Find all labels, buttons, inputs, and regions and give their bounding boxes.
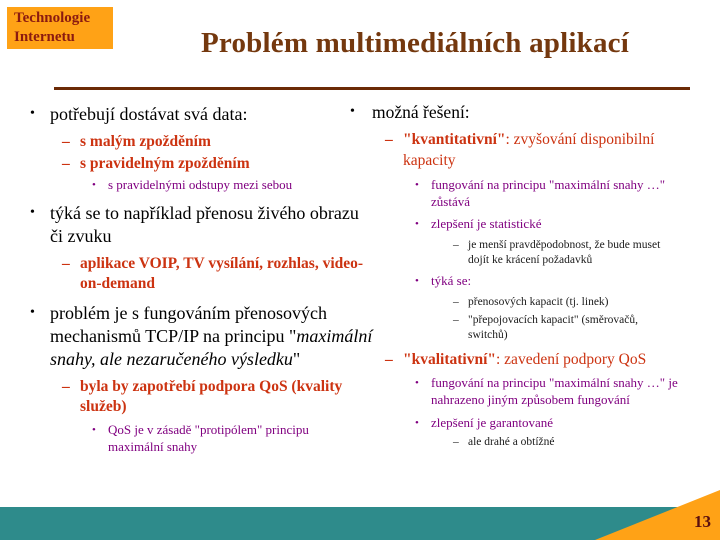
- list-item-text: fungování na principu "maximální snahy …" zůstává: [431, 176, 666, 209]
- list-item: [345, 177, 715, 211]
- bullet-marker: •: [415, 275, 419, 288]
- list-item-text: aplikace VOIP, TV vysílání, rozhlas, video-on-demand: [80, 255, 364, 293]
- dash-marker: –: [385, 350, 393, 368]
- bullet-marker: •: [415, 218, 419, 231]
- list-item-text: je menší pravděpodobnost, že bude muset dojít ke krácení požadavků: [468, 239, 661, 267]
- list-item: [20, 422, 378, 456]
- text-normal: ": [292, 348, 301, 369]
- list-item-text: "přepojovacích kapacit" (směrovačů, switchů): [468, 314, 638, 341]
- list-item: [345, 313, 715, 343]
- list-item: [20, 202, 378, 248]
- title-rule: [54, 87, 690, 90]
- list-item-text: [403, 350, 646, 370]
- list-item: [20, 377, 378, 417]
- list-item: [345, 435, 715, 450]
- bullet-marker: •: [30, 205, 35, 221]
- list-item: [20, 154, 378, 174]
- dash-marker: –: [62, 255, 70, 273]
- slide-title: Problém multimediálních aplikací: [201, 27, 629, 59]
- list-item-text: zlepšení je garantované: [431, 414, 553, 430]
- list-item-text: možná řešení:: [372, 102, 470, 122]
- list-item: [345, 375, 715, 409]
- list-item-text: přenosových kapacit (tj. linek): [468, 296, 609, 309]
- list-item-text: ale drahé a obtížné: [468, 435, 555, 448]
- list-item: [20, 254, 378, 294]
- bullet-marker: •: [350, 104, 355, 119]
- list-item-text: [50, 302, 375, 371]
- list-item: [345, 295, 715, 310]
- list-item-text: potřebují dostávat svá data:: [50, 104, 248, 124]
- list-item-text: [403, 130, 699, 170]
- list-item: [20, 177, 378, 194]
- list-item: [20, 132, 378, 152]
- list-item: [345, 216, 715, 233]
- list-item-text: s pravidelným zpožděním: [80, 155, 250, 173]
- page-number: 13: [694, 512, 711, 531]
- dash-marker: –: [385, 131, 393, 149]
- course-badge-line2: Internetu: [14, 29, 75, 46]
- list-item: [20, 302, 378, 371]
- dash-marker: –: [453, 435, 459, 448]
- bullet-marker: •: [415, 377, 419, 390]
- text-bold: "kvantitativní": [403, 131, 506, 149]
- list-item-text: týká se:: [431, 273, 472, 289]
- list-item-text: byla by zapotřebí podpora QoS (kvality služeb): [80, 377, 343, 415]
- text-normal: : zvyšování disponibilní kapacity: [403, 131, 655, 169]
- list-item-text: s malým zpožděním: [80, 133, 211, 151]
- list-item: [345, 238, 715, 268]
- right-column: [345, 101, 715, 455]
- list-item-text: fungování na principu "maximální snahy …" je nahrazeno jiným způsobem fungování: [431, 375, 678, 407]
- left-column: [20, 103, 378, 464]
- dash-marker: –: [453, 314, 459, 327]
- bullet-marker: •: [92, 423, 96, 436]
- dash-marker: –: [62, 155, 70, 173]
- list-item: [345, 350, 715, 370]
- bullet-marker: •: [415, 416, 419, 429]
- text-bold: "kvalitativní": [403, 350, 496, 368]
- bullet-marker: •: [30, 304, 35, 320]
- list-item-text: zlepšení je statistické: [431, 216, 542, 232]
- text-italic: maximální snahy, ale nezaručeného výsledku: [50, 325, 373, 369]
- course-badge-line1: Technologie: [14, 10, 91, 26]
- list-item: [345, 273, 715, 290]
- list-item-text: QoS je v zásadě "protipólem" principu maximální snahy: [108, 421, 309, 454]
- list-item: [345, 130, 715, 170]
- dash-marker: –: [453, 239, 459, 252]
- dash-marker: –: [62, 377, 70, 395]
- dash-marker: –: [62, 133, 70, 151]
- list-item-text: týká se to například přenosu živého obrazu či zvuku: [50, 203, 359, 247]
- text-normal: : zavedení podpory QoS: [496, 350, 647, 368]
- list-item: [345, 101, 715, 123]
- dash-marker: –: [453, 296, 459, 309]
- bullet-marker: •: [92, 179, 96, 192]
- list-item: [20, 103, 378, 126]
- list-item: [345, 415, 715, 432]
- list-item-text: s pravidelnými odstupy mezi sebou: [108, 177, 293, 193]
- bullet-marker: •: [30, 106, 35, 121]
- text-normal: problém je s fungováním přenosových mechanismů TCP/IP na principu ": [50, 302, 327, 346]
- course-badge: [7, 7, 113, 49]
- bullet-marker: •: [415, 178, 419, 191]
